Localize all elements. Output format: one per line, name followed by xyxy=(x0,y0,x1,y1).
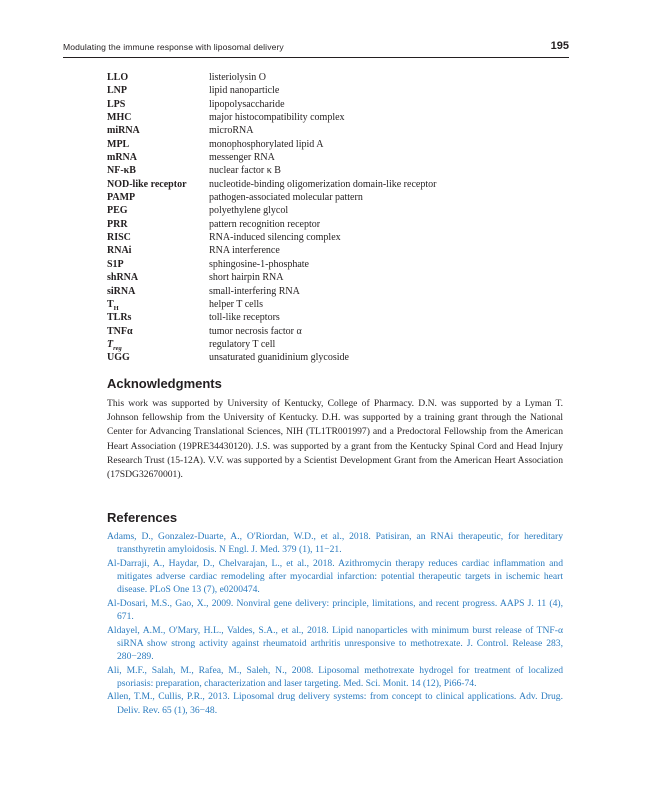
abbreviation-row xyxy=(107,298,547,311)
reference-item[interactable]: Aldayel, A.M., O'Mary, H.L., Valdes, S.A., et al., 2018. Lipid nanoparticles with minimum burst release of TNF-α siRNA show strong activity against rheumatoid arthritis unresponsive to methotrexate. J. Control. Release 283, 280−289. xyxy=(107,624,563,662)
abbreviation-definition: unsaturated guanidinium glycoside xyxy=(209,352,349,364)
abbreviation-term: S1P xyxy=(107,258,124,270)
abbreviation-row xyxy=(107,138,547,151)
abbreviation-definition: sphingosine-1-phosphate xyxy=(209,258,309,270)
abbreviation-row xyxy=(107,218,547,231)
abbreviation-row xyxy=(107,351,547,364)
reference-item[interactable]: Ali, M.F., Salah, M., Rafea, M., Saleh, N., 2008. Liposomal methotrexate hydrogel for treatment of localized psoriasis: preparation, characterization and laser targeting. Med. Sci. Monit. 14 (12), Pi66-74. xyxy=(107,664,563,689)
running-title: Modulating the immune response with liposomal delivery xyxy=(63,42,284,52)
abbreviation-row xyxy=(107,325,547,338)
abbreviation-definition: monophosphorylated lipid A xyxy=(209,138,324,150)
abbreviation-row xyxy=(107,244,547,257)
abbreviation-term: $T_{reg}$ xyxy=(107,338,122,352)
abbreviation-row xyxy=(107,178,547,191)
abbreviation-row xyxy=(107,285,547,298)
abbreviation-term: PRR xyxy=(107,218,128,230)
abbreviation-term: TLRs xyxy=(107,312,132,324)
abbreviation-term: NF-κB xyxy=(107,165,136,177)
abbreviation-definition: major histocompatibility complex xyxy=(209,112,345,124)
abbreviation-definition: tumor necrosis factor α xyxy=(209,325,302,337)
abbreviation-definition: messenger RNA xyxy=(209,152,275,164)
abbreviation-term: shRNA xyxy=(107,272,139,284)
abbreviation-definition: lipid nanoparticle xyxy=(209,85,280,97)
abbreviation-term: mRNA xyxy=(107,152,137,164)
abbreviation-row xyxy=(107,204,547,217)
abbreviation-term: NOD-like receptor xyxy=(107,178,187,190)
abbreviation-row xyxy=(107,231,547,244)
abbreviation-term: PAMP xyxy=(107,192,136,204)
references-list xyxy=(107,530,563,717)
reference-item[interactable]: Al-Darraji, A., Haydar, D., Chelvarajan, L., et al., 2018. Azithromycin therapy reduces cardiac inflammation and mitigates adverse cardiac remodeling after myocardial infarction: potential therapeutic targets in ischemic heart disease. PLoS One 13 (7), e0200474. xyxy=(107,557,563,596)
abbreviation-definition: regulatory T cell xyxy=(209,338,276,350)
page-number: 195 xyxy=(550,40,569,52)
references-heading: References xyxy=(107,510,178,525)
abbreviation-row xyxy=(107,71,547,84)
abbreviation-term: RISC xyxy=(107,232,131,244)
abbreviation-definition: nucleotide-binding oligomerization domain-like receptor xyxy=(209,178,437,190)
abbreviation-term: MHC xyxy=(107,112,132,124)
abbreviation-row xyxy=(107,338,547,351)
abbreviation-term: UGG xyxy=(107,352,130,364)
abbreviation-row xyxy=(107,164,547,177)
abbreviation-term: siRNA xyxy=(107,285,136,297)
abbreviation-row xyxy=(107,124,547,137)
abbreviation-term: LNP xyxy=(107,85,127,97)
abbreviation-term: MPL xyxy=(107,138,130,150)
abbreviation-row xyxy=(107,191,547,204)
abbreviation-definition: helper T cells xyxy=(209,298,264,310)
running-header xyxy=(63,41,569,58)
acknowledgments-text: This work was supported by University of Kentucky, College of Pharmacy. D.N. was supported by a Lyman T. Johnson fellowship from the University of Kentucky. D.H. was supported by a training grant through the National Center for Advancing Translational Sciences, NIH (TL1TR001997) and a Predoctoral Fellowship from the American Heart Association (19PRE34430120). J.S. was supported by a grant from the Kentucky Spinal Cord and Head Injury Research Trust (15-12A). V.V. was supported by a Scientist Development Grant from the American Heart Association (17SDG32670001). xyxy=(107,398,563,481)
abbreviation-term: miRNA xyxy=(107,125,140,137)
abbreviation-definition: short hairpin RNA xyxy=(209,272,284,284)
abbreviation-row xyxy=(107,151,547,164)
abbreviation-definition: RNA interference xyxy=(209,245,280,257)
acknowledgments-heading: Acknowledgments xyxy=(107,376,222,391)
abbreviation-row xyxy=(107,98,547,111)
abbreviation-term: TNFα xyxy=(107,325,133,337)
abbreviation-definition: microRNA xyxy=(209,125,254,137)
reference-item[interactable]: Allen, T.M., Cullis, P.R., 2013. Liposomal drug delivery systems: from concept to clinical applications. Adv. Drug. Deliv. Rev. 65 (1), 36−48. xyxy=(107,691,563,716)
abbreviation-row xyxy=(107,111,547,124)
abbreviation-row xyxy=(107,84,547,97)
reference-item[interactable]: Adams, D., Gonzalez-Duarte, A., O'Riordan, W.D., et al., 2018. Patisiran, an RNAi therapeutic, for hereditary transthyretin amyloidosis. N Engl. J. Med. 379 (1), 11−21. xyxy=(107,531,563,556)
abbreviation-definition: listeriolysin O xyxy=(209,72,266,83)
abbreviation-definition: small-interfering RNA xyxy=(209,285,300,297)
abbreviation-term: RNAi xyxy=(107,245,132,257)
abbreviation-row xyxy=(107,271,547,284)
abbreviation-row xyxy=(107,258,547,271)
abbreviation-definition: RNA-induced silencing complex xyxy=(209,232,341,244)
abbreviation-term: PEG xyxy=(107,205,128,217)
abbreviations-table xyxy=(107,71,547,365)
abbreviation-definition: lipopolysaccharide xyxy=(209,98,285,110)
abbreviation-definition: nuclear factor κ B xyxy=(209,165,281,177)
abbreviation-definition: toll-like receptors xyxy=(209,312,280,324)
abbreviation-row xyxy=(107,311,547,324)
abbreviation-term: LPS xyxy=(107,98,126,110)
abbreviation-definition: pathogen-associated molecular pattern xyxy=(209,192,363,204)
abbreviation-term: LLO xyxy=(107,72,129,83)
abbreviation-definition: polyethylene glycol xyxy=(209,205,289,217)
reference-item[interactable]: Al-Dosari, M.S., Gao, X., 2009. Nonviral gene delivery: principle, limitations, and recent progress. AAPS J. 11 (4), 671. xyxy=(107,597,563,622)
abbreviation-term: $T_H$ xyxy=(107,298,119,312)
abbreviation-definition: pattern recognition receptor xyxy=(209,218,321,230)
